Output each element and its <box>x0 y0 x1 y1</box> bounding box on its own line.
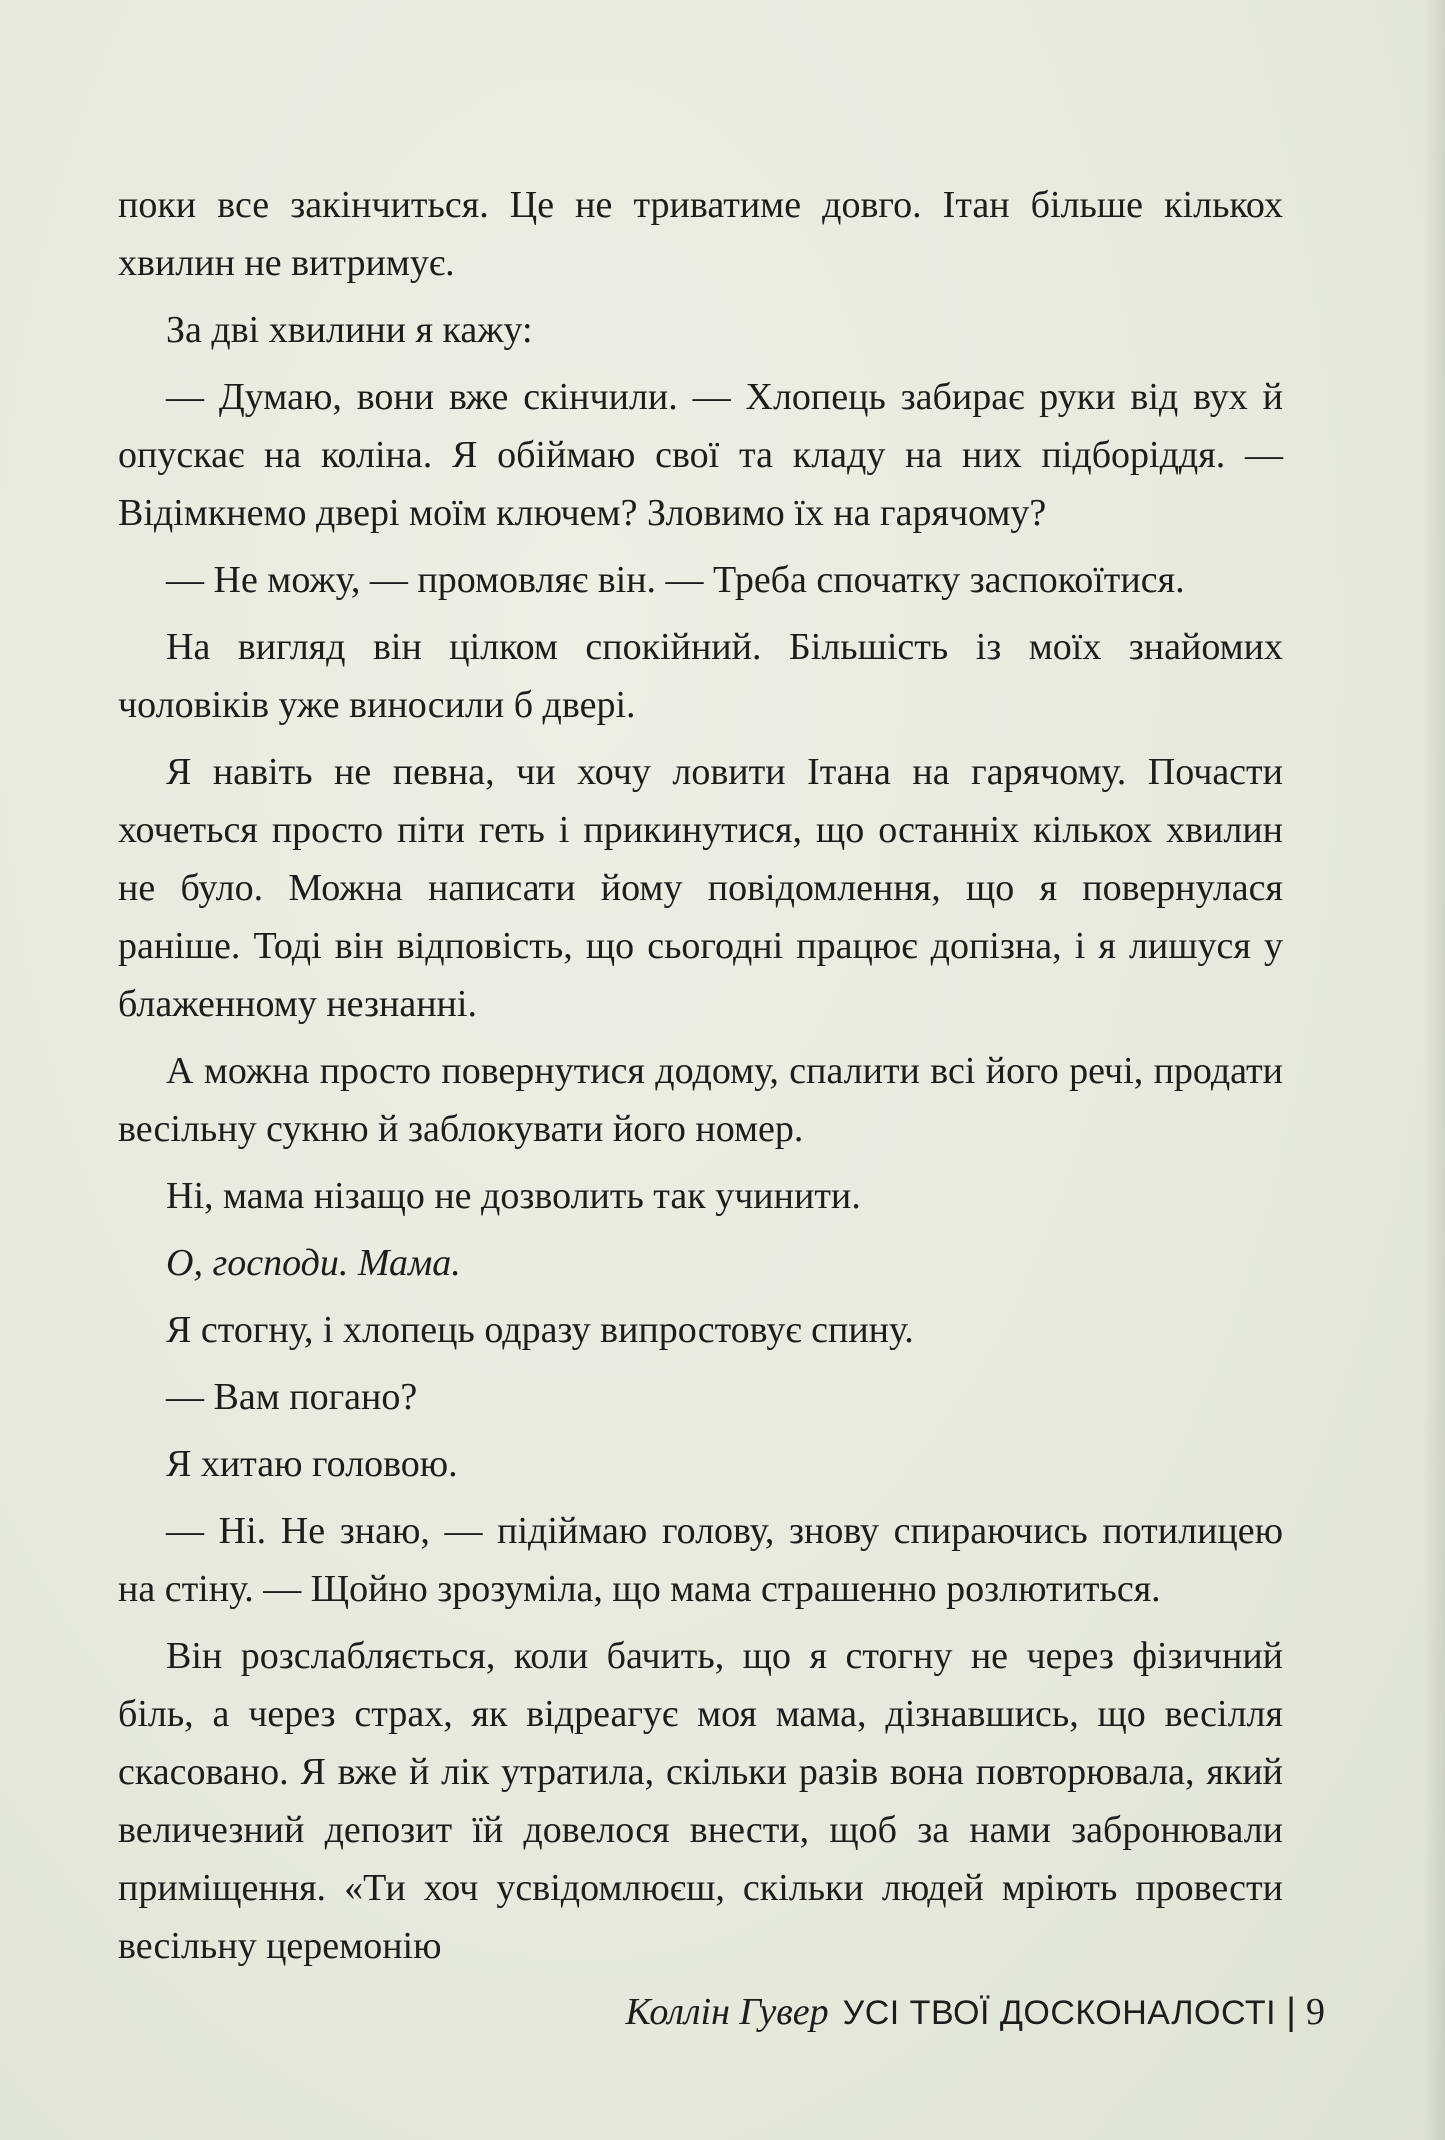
footer-book-title: УСІ ТВОЇ ДОСКОНАЛОСТІ <box>842 1994 1277 2032</box>
paragraph: — Не можу, — промовляє він. — Треба спочатку заспокоїтися. <box>166 559 1185 601</box>
footer-separator: | <box>1286 1991 1296 2033</box>
paragraph: А можна просто повернутися додому, спалити всі його речі, продати весільну сукню й заблокувати його номер. <box>118 1050 1283 1150</box>
paragraph: Він розслабляється, коли бачить, що я стогну не через фізичний біль, а через страх, як відреагує моя мама, дізнавшись, що весілля скасовано. Я вже й лік утратила, скільки разів вона повторювала, який величезний депозит їй довелося внести, щоб за нами забронювали приміщення. «Ти хоч усвідомлюєш, скільки людей мріють провести весільну церемонію <box>118 1635 1283 1967</box>
paragraph: — Ні. Не знаю, — підіймаю голову, знову спираючись потилицею на стіну. — Щойно зрозуміла, що мама страшенно розлютиться. <box>118 1510 1283 1610</box>
page-edge-shadow <box>1423 0 1445 2140</box>
page-footer <box>0 1988 1325 2037</box>
paragraph: — Думаю, вони вже скінчили. — Хлопець забирає руки від вух й опускає на коліна. Я обіймаю свої та кладу на них підборіддя. — Відімкнемо двері моїм ключем? Зловимо їх на гарячому? <box>118 376 1283 534</box>
paragraph: — Вам погано? <box>166 1376 418 1418</box>
footer-author: Коллін Гувер <box>625 1991 829 2033</box>
paragraph: Я стогну, і хлопець одразу випростовує спину. <box>166 1309 914 1351</box>
page-number: 9 <box>1306 1991 1325 2033</box>
body-text <box>118 176 1283 1975</box>
paragraph: За дві хвилини я кажу: <box>166 309 533 351</box>
paragraph-continuation: поки все закінчиться. Це не триватиме довго. Ітан більше кількох хвилин не витримує. <box>118 184 1283 284</box>
paragraph: Я хитаю головою. <box>166 1443 458 1485</box>
paragraph-italic: О, господи. Мама. <box>166 1242 461 1284</box>
paragraph: На вигляд він цілком спокійний. Більшість із моїх знайомих чоловіків уже виносили б двері. <box>118 626 1283 726</box>
paragraph: Я навіть не певна, чи хочу ловити Ітана на гарячому. Почасти хочеться просто піти геть і прикинутися, що останніх кількох хвилин не було. Можна написати йому повідомлення, що я повернулася раніше. Тоді він відповість, що сьогодні працює допізна, і я лишуся у блаженному незнанні. <box>118 751 1283 1025</box>
paragraph: Ні, мама нізащо не дозволить так учинити. <box>166 1175 861 1217</box>
